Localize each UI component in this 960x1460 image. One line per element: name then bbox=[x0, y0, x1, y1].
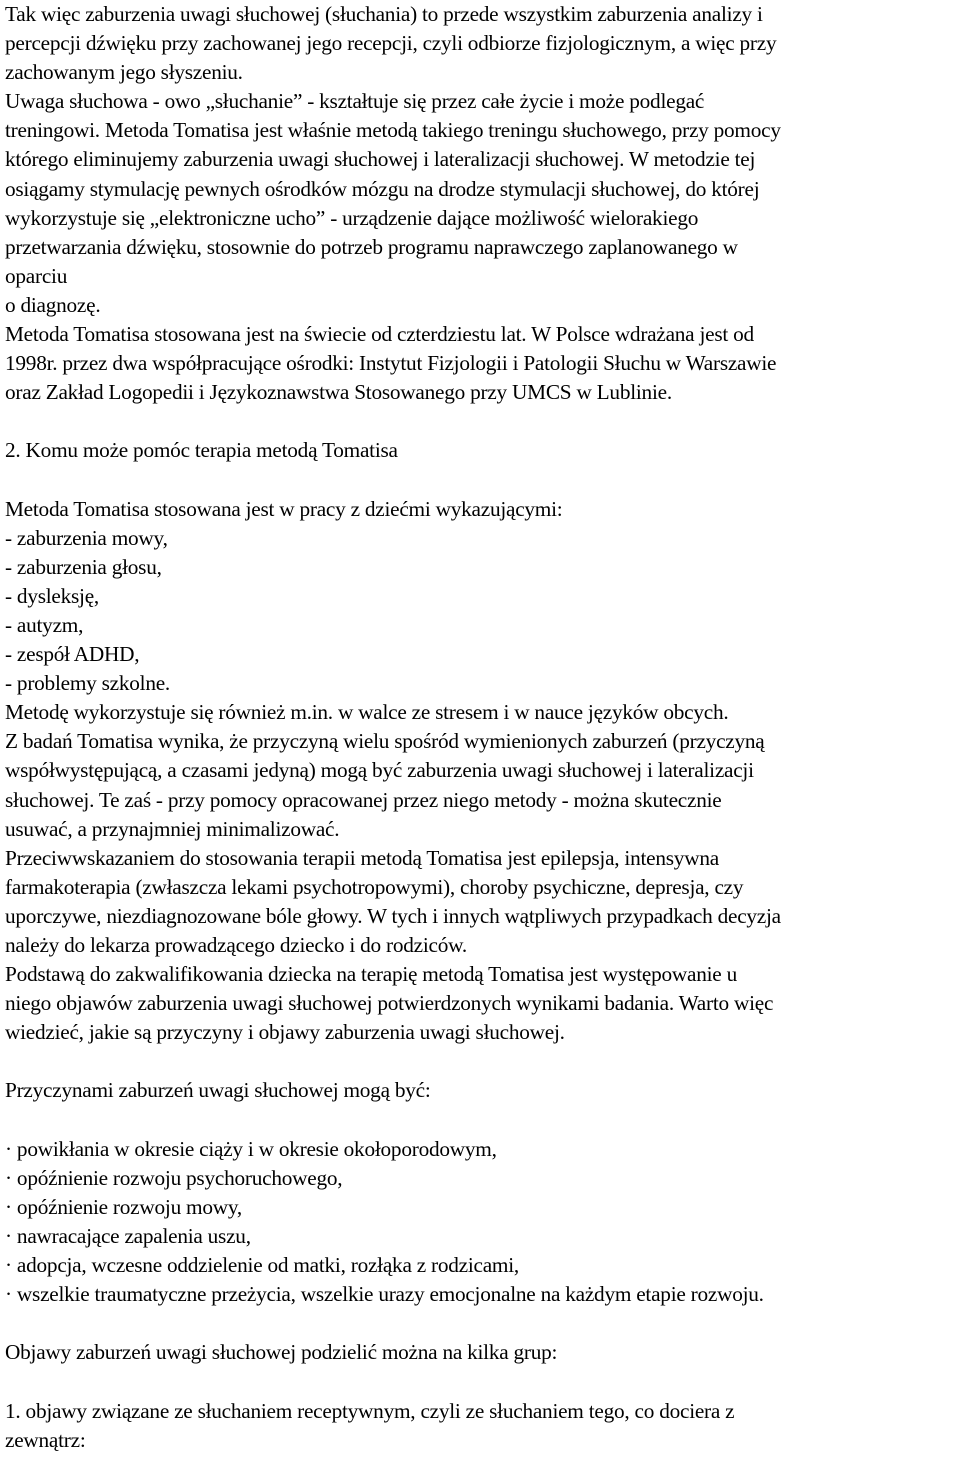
text-line: zewnątrz: bbox=[5, 1427, 86, 1452]
text-line: Z badań Tomatisa wynika, że przyczyną wielu spośród wymienionych zaburzeń (przyczyną bbox=[5, 729, 765, 754]
list-item: - zespół ADHD, bbox=[5, 642, 140, 667]
text-line: zachowanym jego słyszeniu. bbox=[5, 60, 243, 85]
text-line: Metodę wykorzystuje się również m.in. w walce ze stresem i w nauce języków obcych. bbox=[5, 700, 729, 725]
blank-line bbox=[5, 1106, 960, 1135]
text-line: o diagnozę. bbox=[5, 292, 101, 317]
text-line: Uwaga słuchowa - owo „słuchanie” - kształtuje się przez całe życie i może podlegać bbox=[5, 89, 705, 114]
text-line: Objawy zaburzeń uwagi słuchowej podzielić można na kilka grup: bbox=[5, 1340, 558, 1365]
text-line: oparciu bbox=[5, 263, 68, 288]
text-line: wykorzystuje się „elektroniczne ucho” - urządzenie dające możliwość wielorakiego bbox=[5, 205, 699, 230]
text-line: słuchowej. Te zaś - przy pomocy opracowanej przez niego metody - można skutecznie bbox=[5, 787, 722, 812]
text-line: 1. objawy związane ze słuchaniem receptywnym, czyli ze słuchaniem tego, co dociera z bbox=[5, 1398, 735, 1423]
bullet-item: · nawracające zapalenia uszu, bbox=[5, 1223, 251, 1248]
blank-line bbox=[5, 1367, 960, 1396]
list-item: - autyzm, bbox=[5, 612, 84, 637]
blank-line bbox=[5, 466, 960, 495]
text-line: współwystępującą, a czasami jedyną) mogą być zaburzenia uwagi słuchowej i lateralizacji bbox=[5, 758, 754, 783]
bullet-item: · opóźnienie rozwoju mowy, bbox=[5, 1194, 242, 1219]
bullet-item: · wszelkie traumatyczne przeżycia, wszelkie urazy emocjonalne na każdym etapie rozwoju. bbox=[5, 1282, 764, 1307]
text-line: przetwarzania dźwięku, stosownie do potrzeb programu naprawczego zaplanowanego w bbox=[5, 234, 738, 259]
bullet-item: · adopcja, wczesne oddzielenie od matki, rozłąka z rodzicami, bbox=[5, 1253, 519, 1278]
text-line: Tak więc zaburzenia uwagi słuchowej (słuchania) to przede wszystkim zaburzenia analizy i bbox=[5, 2, 763, 26]
bullet-item: · powikłania w okresie ciąży i w okresie okołoporodowym, bbox=[5, 1136, 497, 1161]
text-line: którego eliminujemy zaburzenia uwagi słuchowej i lateralizacji słuchowej. W metodzie tej bbox=[5, 147, 756, 172]
text-line: Przeciwwskazaniem do stosowania terapii metodą Tomatisa jest epilepsja, intensywna bbox=[5, 845, 719, 870]
section-heading: 2. Komu może pomóc terapia metodą Tomatisa bbox=[5, 438, 398, 463]
text-line: Metoda Tomatisa stosowana jest na świecie od czterdziestu lat. W Polsce wdrażana jest od bbox=[5, 322, 754, 347]
text-line: Podstawą do zakwalifikowania dziecka na terapię metodą Tomatisa jest występowanie u bbox=[5, 962, 737, 987]
list-item: - problemy szkolne. bbox=[5, 671, 170, 696]
text-line: treningowi. Metoda Tomatisa jest właśnie metodą takiego treningu słuchowego, przy pomocy bbox=[5, 118, 781, 143]
text-line: niego objawów zaburzenia uwagi słuchowej potwierdzonych wynikami badania. Warto więc bbox=[5, 991, 774, 1016]
blank-line bbox=[5, 407, 960, 436]
text-line: usuwać, a przynajmniej minimalizować. bbox=[5, 816, 340, 841]
blank-line bbox=[5, 1309, 960, 1338]
list-item: - zaburzenia mowy, bbox=[5, 525, 168, 550]
text-line: oraz Zakład Logopedii i Językoznawstwa Stosowanego przy UMCS w Lublinie. bbox=[5, 380, 672, 405]
text-line: farmakoterapia (zwłaszcza lekami psychotropowymi), choroby psychiczne, depresja, czy bbox=[5, 874, 744, 899]
text-line: osiągamy stymulację pewnych ośrodków mózgu na drodze stymulacji słuchowej, do której bbox=[5, 176, 760, 201]
text-line: uporczywe, niezdiagnozowane bóle głowy. W tych i innych wątpliwych przypadkach decyzja bbox=[5, 903, 781, 928]
text-line: Przyczynami zaburzeń uwagi słuchowej mogą być: bbox=[5, 1078, 431, 1103]
text-line: należy do lekarza prowadzącego dziecko i do rodziców. bbox=[5, 933, 467, 957]
text-line: wiedzieć, jakie są przyczyny i objawy zaburzenia uwagi słuchowej. bbox=[5, 1020, 565, 1045]
text-line: percepcji dźwięku przy zachowanej jego recepcji, czyli odbiorze fizjologicznym, a więc przy bbox=[5, 31, 777, 56]
list-item: - zaburzenia głosu, bbox=[5, 554, 162, 579]
blank-line bbox=[5, 1047, 960, 1076]
list-item: - dysleksję, bbox=[5, 583, 100, 608]
bullet-item: · opóźnienie rozwoju psychoruchowego, bbox=[5, 1165, 343, 1190]
text-line: 1998r. przez dwa współpracujące ośrodki: Instytut Fizjologii i Patologii Słuchu w Warszawie bbox=[5, 351, 777, 376]
text-line: Metoda Tomatisa stosowana jest w pracy z dziećmi wykazującymi: bbox=[5, 496, 563, 521]
